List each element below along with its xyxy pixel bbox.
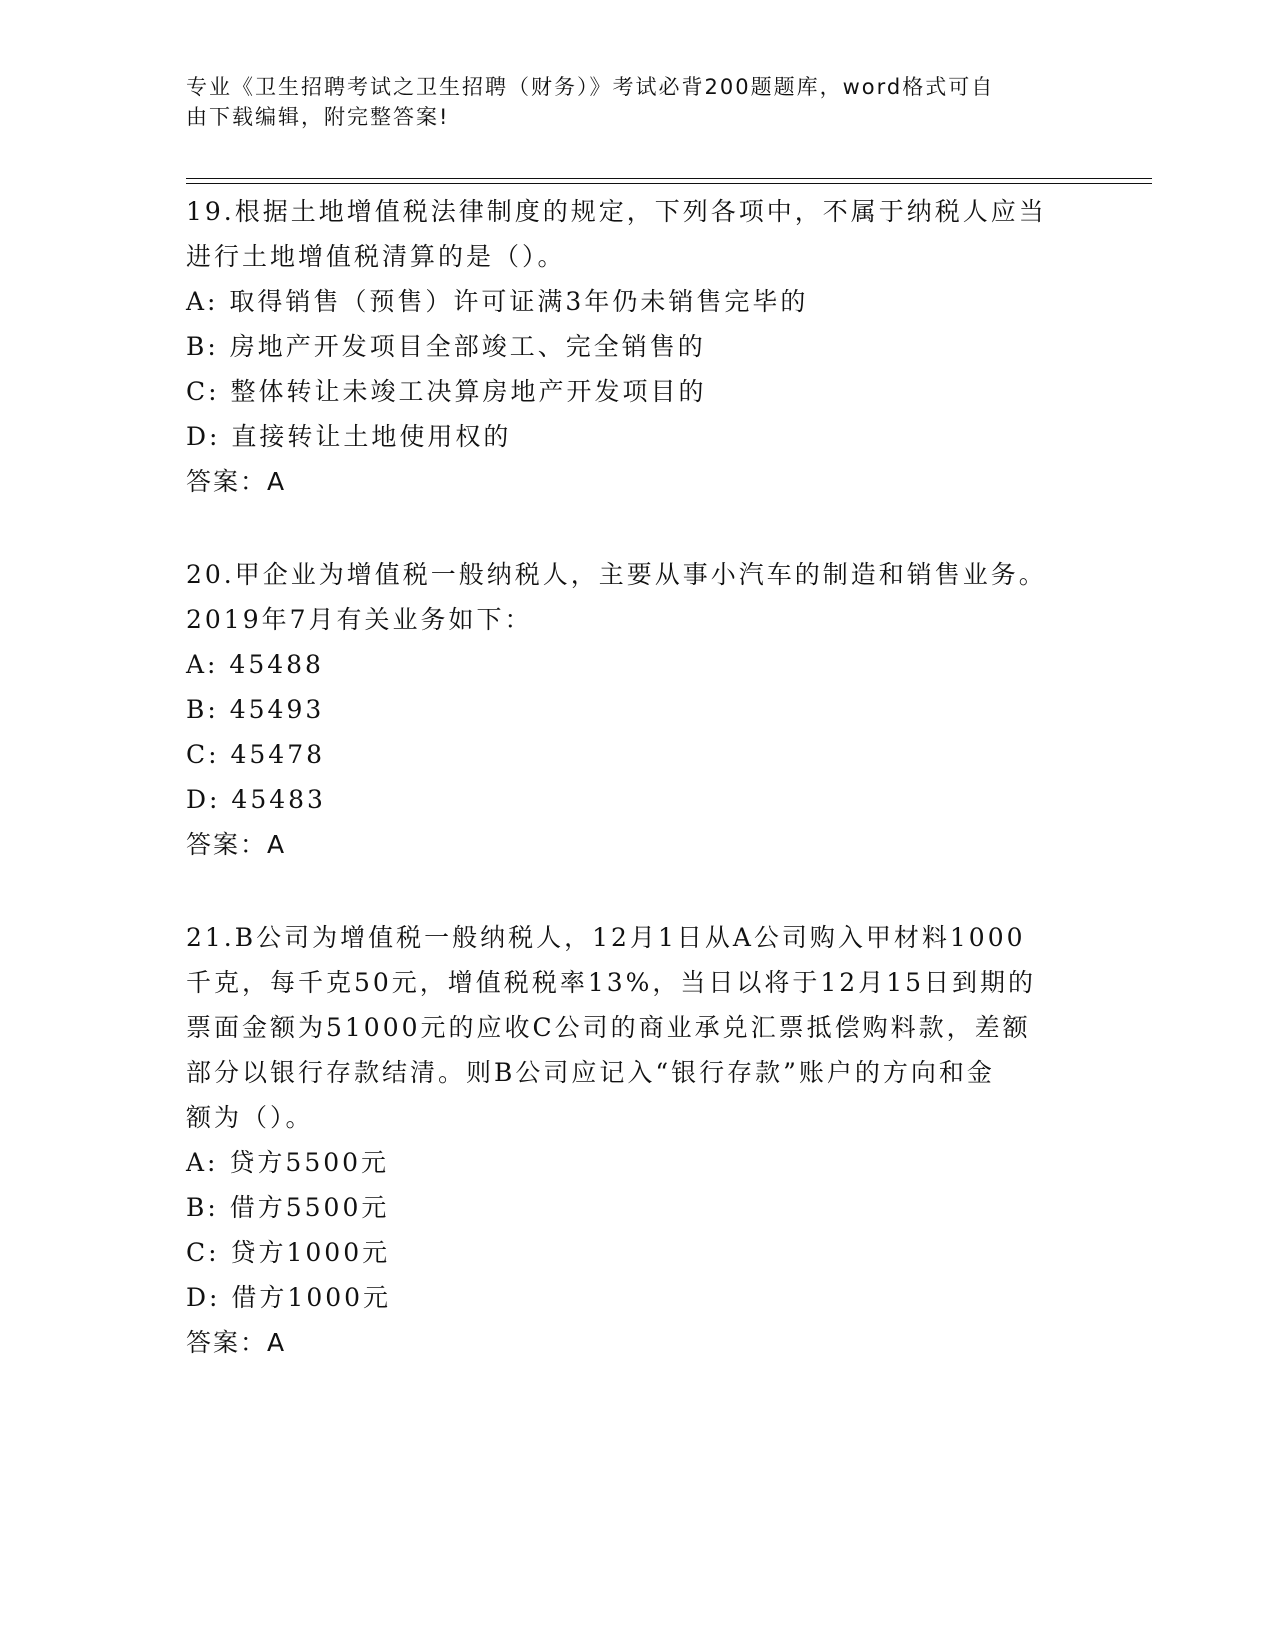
question-text: 21.B公司为增值税一般纳税人，12月1日从A公司购入甲材料1000: [186, 923, 1026, 952]
answer: 答案：A: [186, 467, 287, 496]
question-list: [186, 189, 1086, 1413]
option-c: C: 贷方1000元: [186, 1238, 391, 1267]
question-text: 进行土地增值税清算的是（）。: [186, 242, 566, 271]
question-20: [186, 552, 1086, 867]
option-d: D: 借方1000元: [186, 1283, 392, 1312]
option-c: C: 45478: [186, 740, 326, 769]
question-text: 额为（）。: [186, 1103, 314, 1132]
header-rule-bottom: [186, 183, 1152, 184]
answer: 答案：A: [186, 830, 287, 859]
option-b: B: 45493: [186, 695, 325, 724]
question-text: 20.甲企业为增值税一般纳税人，主要从事小汽车的制造和销售业务。: [186, 560, 1047, 589]
header-line-1: 专业《卫生招聘考试之卫生招聘（财务）》考试必背200题题库，word格式可自: [186, 75, 995, 99]
document-header: [186, 72, 1066, 132]
question-text: 2019年7月有关业务如下：: [186, 605, 533, 634]
header-line-2: 由下载编辑，附完整答案!: [186, 105, 450, 129]
question-21: [186, 915, 1086, 1365]
option-b: B: 房地产开发项目全部竣工、完全销售的: [186, 332, 706, 361]
option-d: D: 45483: [186, 785, 326, 814]
option-b: B: 借方5500元: [186, 1193, 390, 1222]
option-a: A: 45488: [186, 650, 324, 679]
header-rule-top: [186, 178, 1152, 179]
option-c: C: 整体转让未竣工决算房地产开发项目的: [186, 377, 707, 406]
question-text: 19.根据土地增值税法律制度的规定，下列各项中，不属于纳税人应当: [186, 197, 1047, 226]
option-a: A: 贷方5500元: [186, 1148, 390, 1177]
option-d: D: 直接转让土地使用权的: [186, 422, 512, 451]
question-19: [186, 189, 1086, 504]
question-text: 票面金额为51000元的应收C公司的商业承兑汇票抵偿购料款，差额: [186, 1013, 1031, 1042]
question-text: 部分以银行存款结清。则B公司应记入“银行存款”账户的方向和金: [186, 1058, 995, 1087]
question-text: 千克，每千克50元，增值税税率13%，当日以将于12月15日到期的: [186, 968, 1037, 997]
answer: 答案：A: [186, 1328, 287, 1357]
option-a: A: 取得销售（预售）许可证满3年仍未销售完毕的: [186, 287, 809, 316]
